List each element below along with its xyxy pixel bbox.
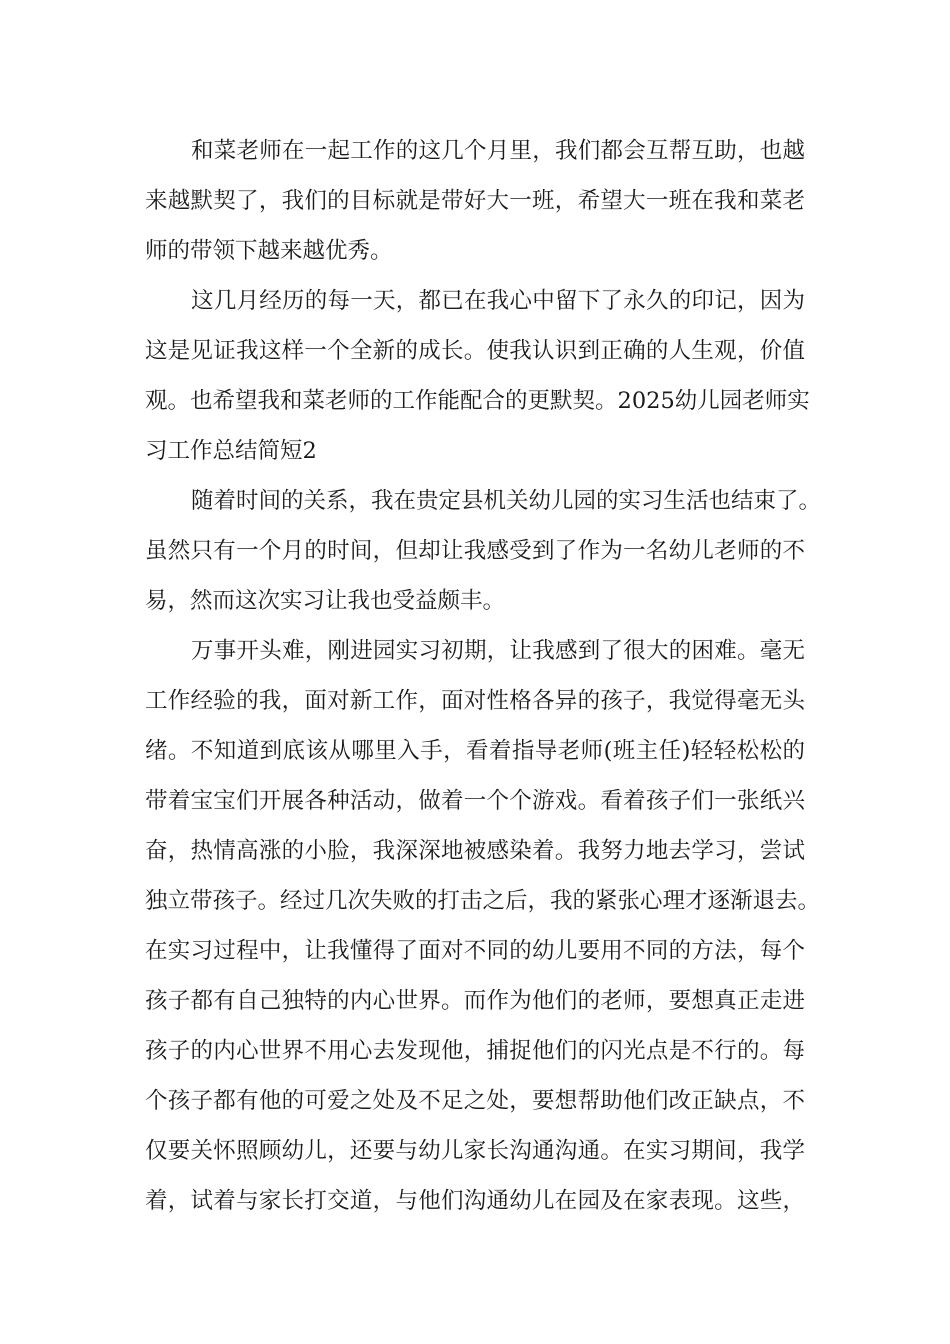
paragraph-4-line-3: 绪。不知道到底该从哪里入手，看着指导老师(班主任)轻轻松松的: [145, 738, 805, 764]
paragraph-4-line-9: 孩子的内心世界不用心去发现他，捕捉他们的闪光点是不行的。每: [145, 1038, 805, 1064]
paragraph-4-line-11: 仅要关怀照顾幼儿，还要与幼儿家长沟通沟通。在实习期间，我学: [145, 1138, 805, 1164]
paragraph-4-line-1: 万事开头难，刚进园实习初期，让我感到了很大的困难。毫无: [191, 638, 805, 664]
paragraph-1-line-2: 来越默契了，我们的目标就是带好大一班，希望大一班在我和菜老: [145, 188, 805, 214]
paragraph-3-line-1: 随着时间的关系，我在贵定县机关幼儿园的实习生活也结束了。: [191, 488, 822, 514]
paragraph-4-line-10: 个孩子都有他的可爱之处及不足之处，要想帮助他们改正缺点，不: [145, 1088, 805, 1114]
paragraph-4-line-12: 着，试着与家长打交道，与他们沟通幼儿在园及在家表现。这些，: [145, 1188, 805, 1214]
paragraph-4-line-8: 孩子都有自己独特的内心世界。而作为他们的老师，要想真正走进: [145, 988, 805, 1014]
paragraph-4-line-5: 奋，热情高涨的小脸，我深深地被感染着。我努力地去学习，尝试: [145, 838, 805, 864]
paragraph-4-line-6: 独立带孩子。经过几次失败的打击之后，我的紧张心理才逐渐退去。: [145, 888, 821, 914]
paragraph-1-line-1: 和菜老师在一起工作的这几个月里，我们都会互帮互助，也越: [191, 138, 805, 164]
section-heading-line: 习工作总结简短2: [145, 438, 317, 464]
paragraph-1-line-3: 师的带领下越来越优秀。: [145, 238, 393, 264]
paragraph-4-line-7: 在实习过程中，让我懂得了面对不同的幼儿要用不同的方法，每个: [145, 938, 805, 964]
paragraph-4-line-2: 工作经验的我，面对新工作，面对性格各异的孩子，我觉得毫无头: [145, 688, 805, 714]
paragraph-2-line-1: 这几月经历的每一天，都已在我心中留下了永久的印记，因为: [191, 288, 805, 314]
paragraph-2-line-3: 观。也希望我和菜老师的工作能配合的更默契。2025幼儿园老师实: [145, 388, 810, 414]
paragraph-4-line-4: 带着宝宝们开展各种活动，做着一个个游戏。看着孩子们一张纸兴: [145, 788, 805, 814]
paragraph-3-line-3: 易，然而这次实习让我也受益颇丰。: [145, 588, 506, 614]
paragraph-3-line-2: 虽然只有一个月的时间，但却让我感受到了作为一名幼儿老师的不: [145, 538, 805, 564]
paragraph-2-line-2: 这是见证我这样一个全新的成长。使我认识到正确的人生观，价值: [145, 338, 805, 364]
